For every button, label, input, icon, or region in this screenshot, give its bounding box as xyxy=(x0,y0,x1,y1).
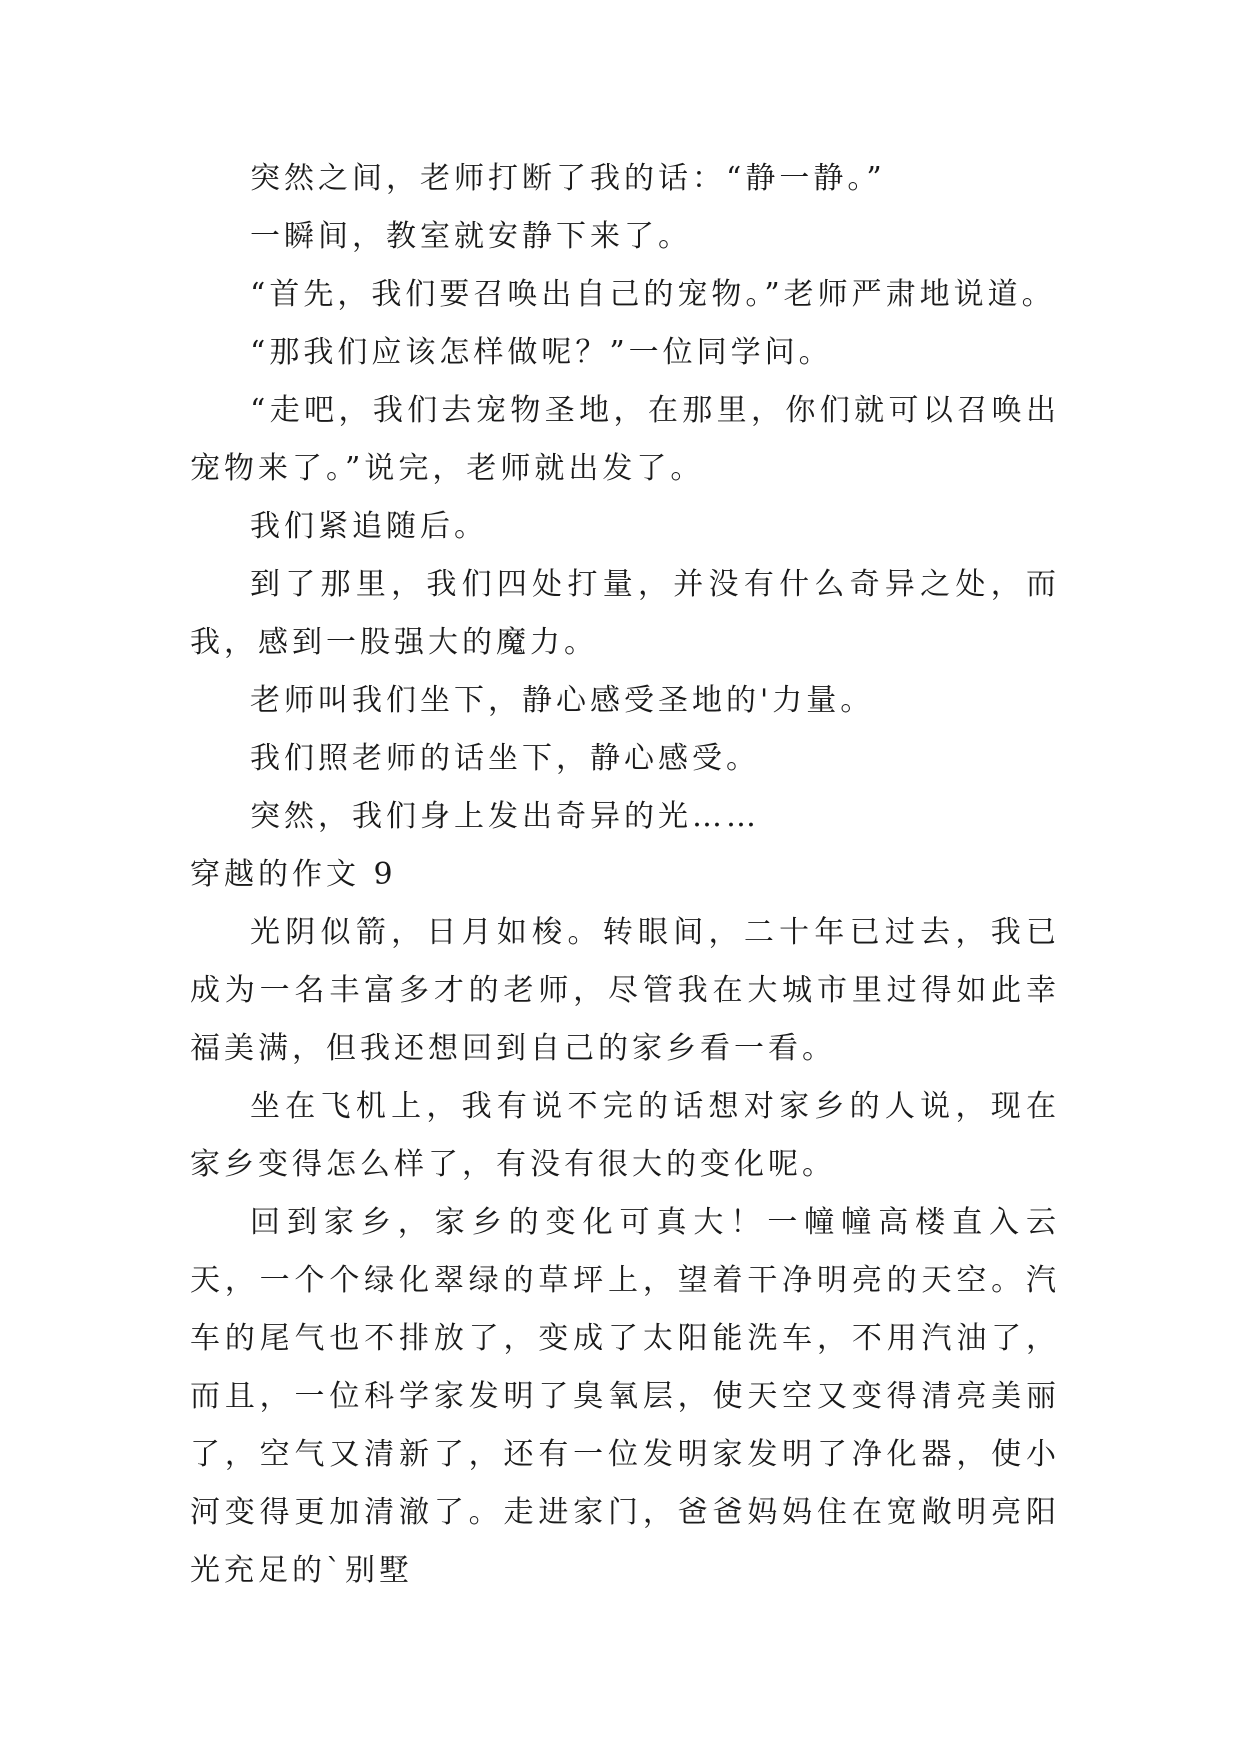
paragraph: 到了那里，我们四处打量，并没有什么奇异之处，而我，感到一股强大的魔力。 xyxy=(190,567,1060,660)
paragraph: 回到家乡，家乡的变化可真大！一幢幢高楼直入云天，一个个绿化翠绿的草坪上，望着干净明亮的天空。汽车的尾气也不排放了，变成了太阳能洗车，不用汽油了，而且，一位科学家发明了臭氧层，使天空又变得清亮美丽了，空气又清新了，还有一位发明家发明了净化器，使小河变得更加清澈了。走进家门，爸爸妈妈住在宽敞明亮阳光充足的`别墅 xyxy=(190,1205,1060,1588)
paragraph: “走吧，我们去宠物圣地，在那里，你们就可以召唤出宠物来了。”说完，老师就出发了。 xyxy=(190,393,1060,486)
paragraph: “首先，我们要召唤出自己的宠物。”老师严肃地说道。 xyxy=(250,277,1056,312)
paragraph: 老师叫我们坐下，静心感受圣地的'力量。 xyxy=(250,683,875,718)
paragraph: “那我们应该怎样做呢？”一位同学问。 xyxy=(250,335,833,370)
paragraph: 光阴似箭，日月如梭。转眼间，二十年已过去，我已成为一名丰富多才的老师，尽管我在大城市里过得如此幸福美满，但我还想回到自己的家乡看一看。 xyxy=(190,915,1060,1066)
paragraph: 突然，我们身上发出奇异的光…… xyxy=(250,799,760,834)
section-title: 穿越的作文 9 xyxy=(190,857,397,892)
document-body xyxy=(190,150,1060,1600)
paragraph: 坐在飞机上，我有说不完的话想对家乡的人说，现在家乡变得怎么样了，有没有很大的变化呢。 xyxy=(190,1089,1060,1182)
paragraph: 一瞬间，教室就安静下来了。 xyxy=(250,219,692,254)
paragraph: 我们照老师的话坐下，静心感受。 xyxy=(250,741,760,776)
paragraph: 我们紧追随后。 xyxy=(250,509,488,544)
paragraph: 突然之间，老师打断了我的话：“静一静。” xyxy=(250,161,886,196)
